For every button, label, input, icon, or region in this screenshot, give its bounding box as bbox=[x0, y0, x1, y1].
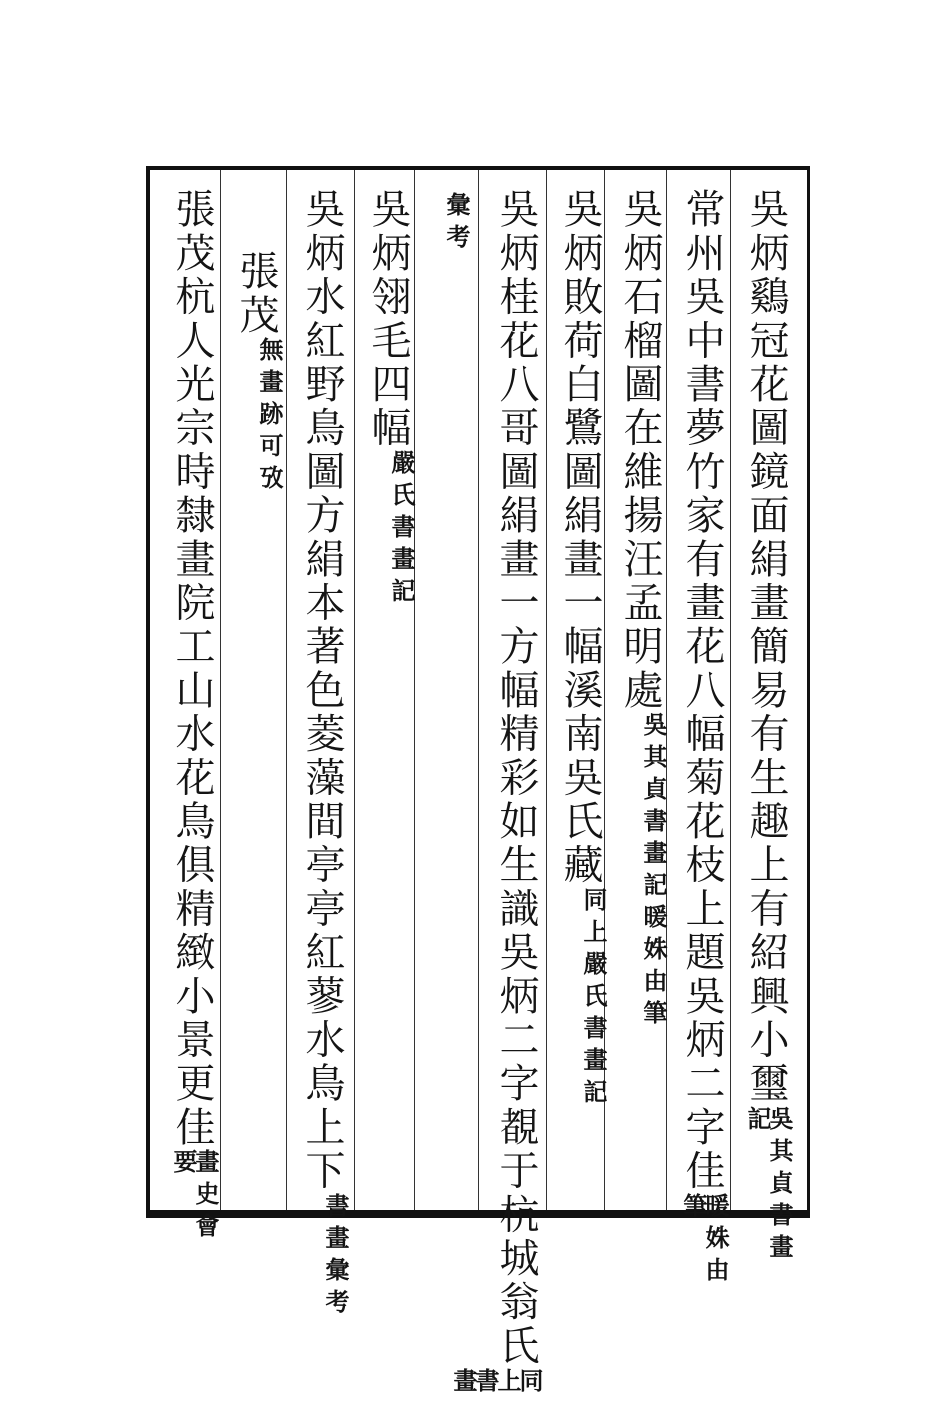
text-column-1 bbox=[742, 188, 794, 1286]
text-column-6 bbox=[432, 192, 480, 256]
column-annotation: 書畫彙考 bbox=[321, 1193, 350, 1322]
column-main-text: 吳炳桂花八哥圖絹畫一方幅精彩如生識吳炳二字覩于杭城翁氏 bbox=[493, 188, 539, 1368]
column-annotation: 同上嚴氏書畫記 bbox=[579, 887, 608, 1112]
column-divider bbox=[220, 170, 221, 1210]
column-annotation: 畫史會要 bbox=[169, 1149, 220, 1246]
column-main-text: 張茂 bbox=[233, 250, 279, 338]
column-annotation: 同上書畫 bbox=[449, 1367, 544, 1400]
column-main-text: 吳炳水紅野鳥圖方絹本著色菱藻間亭亭紅蓼水鳥上下 bbox=[299, 188, 345, 1194]
column-divider bbox=[414, 170, 415, 1210]
column-divider bbox=[730, 170, 731, 1210]
column-divider bbox=[354, 170, 355, 1210]
text-column-4 bbox=[556, 188, 608, 1127]
column-divider bbox=[546, 170, 547, 1210]
column-annotation: 無畫跡可攷 bbox=[255, 337, 284, 498]
text-column-3 bbox=[616, 188, 668, 1072]
column-main-text: 張茂杭人光宗時隸畫院工山水花鳥俱精緻小景更佳 bbox=[169, 188, 215, 1150]
column-annotation: 吳其貞書畫記暖姝由筆 bbox=[639, 712, 668, 1033]
text-column-9 bbox=[232, 250, 284, 498]
column-main-text: 常州吳中書夢竹家有畫花八幅菊花枝上題吳炳二字佳 bbox=[679, 188, 725, 1194]
column-annotation: 暖姝由筆 bbox=[679, 1193, 730, 1290]
column-main-text: 吳炳翎毛四幅 bbox=[365, 188, 411, 451]
text-column-2 bbox=[678, 188, 730, 1313]
column-divider bbox=[286, 170, 287, 1210]
text-column-8 bbox=[298, 188, 350, 1333]
column-main-text: 吳炳敗荷白鷺圖絹畫一幅溪南吳氏藏 bbox=[557, 188, 603, 888]
column-divider bbox=[666, 170, 667, 1210]
text-column-7 bbox=[364, 188, 416, 630]
column-annotation: 彙考 bbox=[442, 192, 471, 256]
column-annotation: 嚴氏書畫記 bbox=[387, 450, 416, 611]
column-main-text: 吳炳鷄冠花圖鏡面絹畫簡易有生趣上有紹興小璽 bbox=[743, 188, 789, 1106]
column-main-text: 吳炳石榴圖在維揚汪孟明處 bbox=[617, 188, 663, 713]
column-annotation: 吳其貞書畫記 bbox=[743, 1105, 794, 1266]
text-column-10 bbox=[168, 188, 220, 1269]
